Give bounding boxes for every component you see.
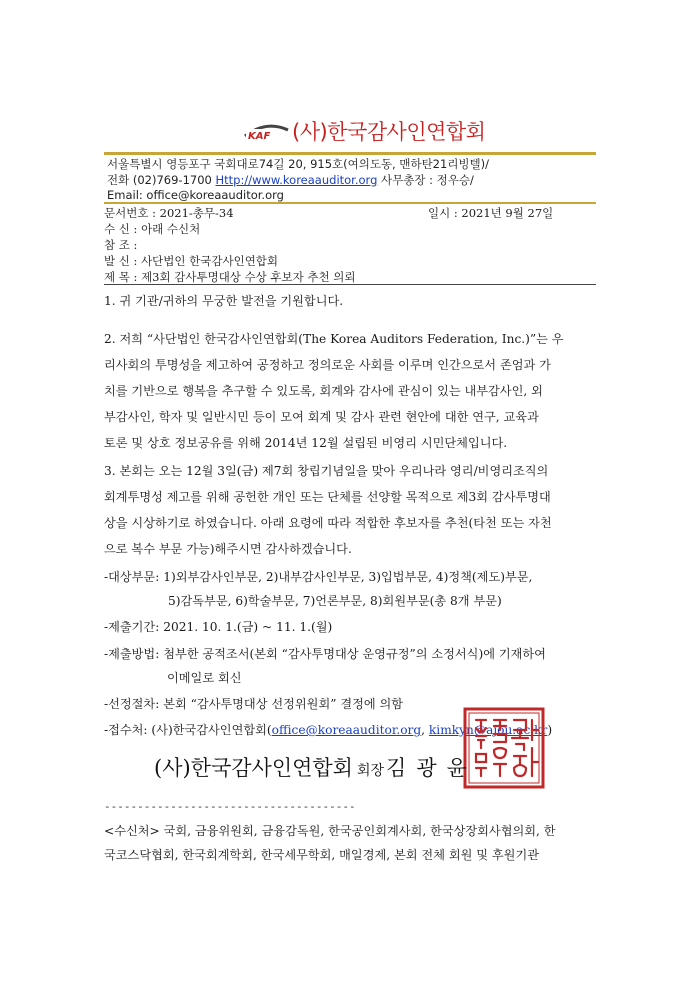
paragraph-3-line-4: 으로 복수 부문 가능)해주시면 감사하겠습니다. — [104, 542, 352, 556]
sender-row — [104, 253, 278, 269]
category-line-1: -대상부문: 1)외부감사인부문, 2)내부감사인부문, 3)입법부문, 4)정책(제도)부문, — [104, 570, 533, 584]
email-link-kimkyn[interactable]: kimkyn@ajou.ac.kr — [428, 723, 548, 737]
footer-separator: -------------------------------------- — [104, 800, 356, 813]
reference-row — [104, 237, 137, 253]
doc-number-row — [104, 205, 234, 221]
signature-name: 김광윤 — [386, 756, 477, 780]
period-line: -제출기간: 2021. 10. 1.(금) ~ 11. 1.(월) — [104, 620, 333, 634]
sender: 사단법인 한국감사인연합회 — [141, 254, 279, 268]
procedure-line: -선정절차: 본회 “감사투명대상 선정위원회” 결정에 의함 — [104, 697, 404, 711]
header-rule — [104, 152, 596, 155]
phone: 전화 (02)769-1700 — [107, 173, 216, 187]
receiver-close: ) — [547, 723, 553, 737]
recipient: 아래 수신처 — [141, 222, 201, 236]
method-line-2: 이메일로 회신 — [167, 671, 242, 685]
secretary: 사무총장 : 정우승/ — [377, 173, 474, 187]
meta-rule — [104, 284, 596, 285]
category-line-2: 5)감독부문, 6)학술부문, 7)언론부문, 8)회원부문(총 8개 부문) — [168, 594, 502, 608]
recipient-row — [104, 221, 200, 237]
recipients-line-1: <수신처> 국회, 금융위원회, 금융감독원, 한국공인회계사회, 한국상장회사협의회, 한 — [104, 824, 556, 838]
email-link-office[interactable]: office@koreaauditor.org — [271, 723, 422, 737]
signature-org: (사)한국감사인연합회 — [154, 756, 353, 780]
signature-role: 회장 — [356, 763, 385, 779]
paragraph-2-line-2: 리사회의 투명성을 제고하여 공정하고 정의로운 사회를 이루며 인간으로서 존엄과 가 — [104, 358, 551, 372]
address-line: 서울특별시 영등포구 국회대로74길 20, 915호(여의도동, 맨하탄21리빙텔)/ — [107, 157, 490, 171]
recipients-line-2: 국코스닥협회, 한국회계학회, 한국세무학회, 매일경제, 본회 전체 회원 및 후원기관 — [104, 848, 540, 862]
sender-label: 발 신 : — [104, 254, 142, 268]
subject-label: 제 목 : — [104, 270, 142, 284]
doc-date: 일시 : 2021년 9월 27일 — [428, 206, 554, 220]
reference-label: 참 조 : — [104, 238, 138, 252]
receiver-separator: , — [421, 723, 429, 737]
doc-number: 2021-총무-34 — [159, 206, 234, 220]
paragraph-2-line-4: 부감사인, 학자 및 일반시민 등이 모여 회계 및 감사 관련 현안에 대한 연구, 교육과 — [104, 410, 539, 424]
letterhead — [242, 116, 485, 146]
paragraph-1: 1. 귀 기관/귀하의 무궁한 발전을 기원합니다. — [104, 294, 344, 308]
contact-rule — [104, 202, 596, 204]
signature-line — [154, 752, 477, 782]
method-line-1: -제출방법: 첨부한 공적조서(본회 “감사투명대상 운영규정”의 소정서식)에 기재하여 — [104, 647, 546, 661]
recipient-label: 수 신 : — [104, 222, 142, 236]
svg-text:한국감사인연합회장인: 한국감사인연합회장인 — [462, 706, 472, 707]
org-title: (사)한국감사인연합회 — [292, 120, 486, 144]
paragraph-3-line-2: 회계투명성 제고를 위해 공헌한 개인 또는 단체를 선양할 목적으로 제3회 감사투명대 — [104, 490, 551, 504]
email-line: Email: office@koreaauditor.org — [107, 188, 284, 202]
paragraph-2-line-3: 치를 기반으로 행복을 추구할 수 있도록, 회계와 감사에 관심이 있는 내부감사인, 외 — [104, 384, 543, 398]
svg-text:KAF: KAF — [248, 131, 271, 142]
website-link[interactable]: Http://www.koreaauditor.org — [215, 173, 378, 187]
subject-row — [104, 269, 356, 285]
paragraph-3-line-1: 3. 본회는 오는 12월 3일(금) 제7회 창립기념일을 맞아 우리나라 영리/비영리조직의 — [104, 464, 549, 478]
paragraph-2-line-5: 토론 및 상호 정보공유를 위해 2014년 12월 설립된 비영리 시민단체입니다. — [104, 436, 508, 450]
doc-number-label: 문서번호 : — [104, 206, 160, 220]
receiver-label: -접수처: (사)한국감사인연합회( — [104, 723, 272, 737]
paragraph-2-line-1: 2. 저희 “사단법인 한국감사인연합회(The Korea Auditors Federation, Inc.)”는 우 — [104, 332, 564, 346]
subject: 제3회 감사투명대상 수상 후보자 추천 의뢰 — [141, 270, 356, 284]
paragraph-3-line-3: 상을 시상하기로 하였습니다. 아래 요령에 따라 적합한 후보자를 추천(타천 또는 자천 — [104, 516, 552, 530]
kaf-logo — [242, 120, 290, 142]
phone-line — [107, 172, 474, 188]
